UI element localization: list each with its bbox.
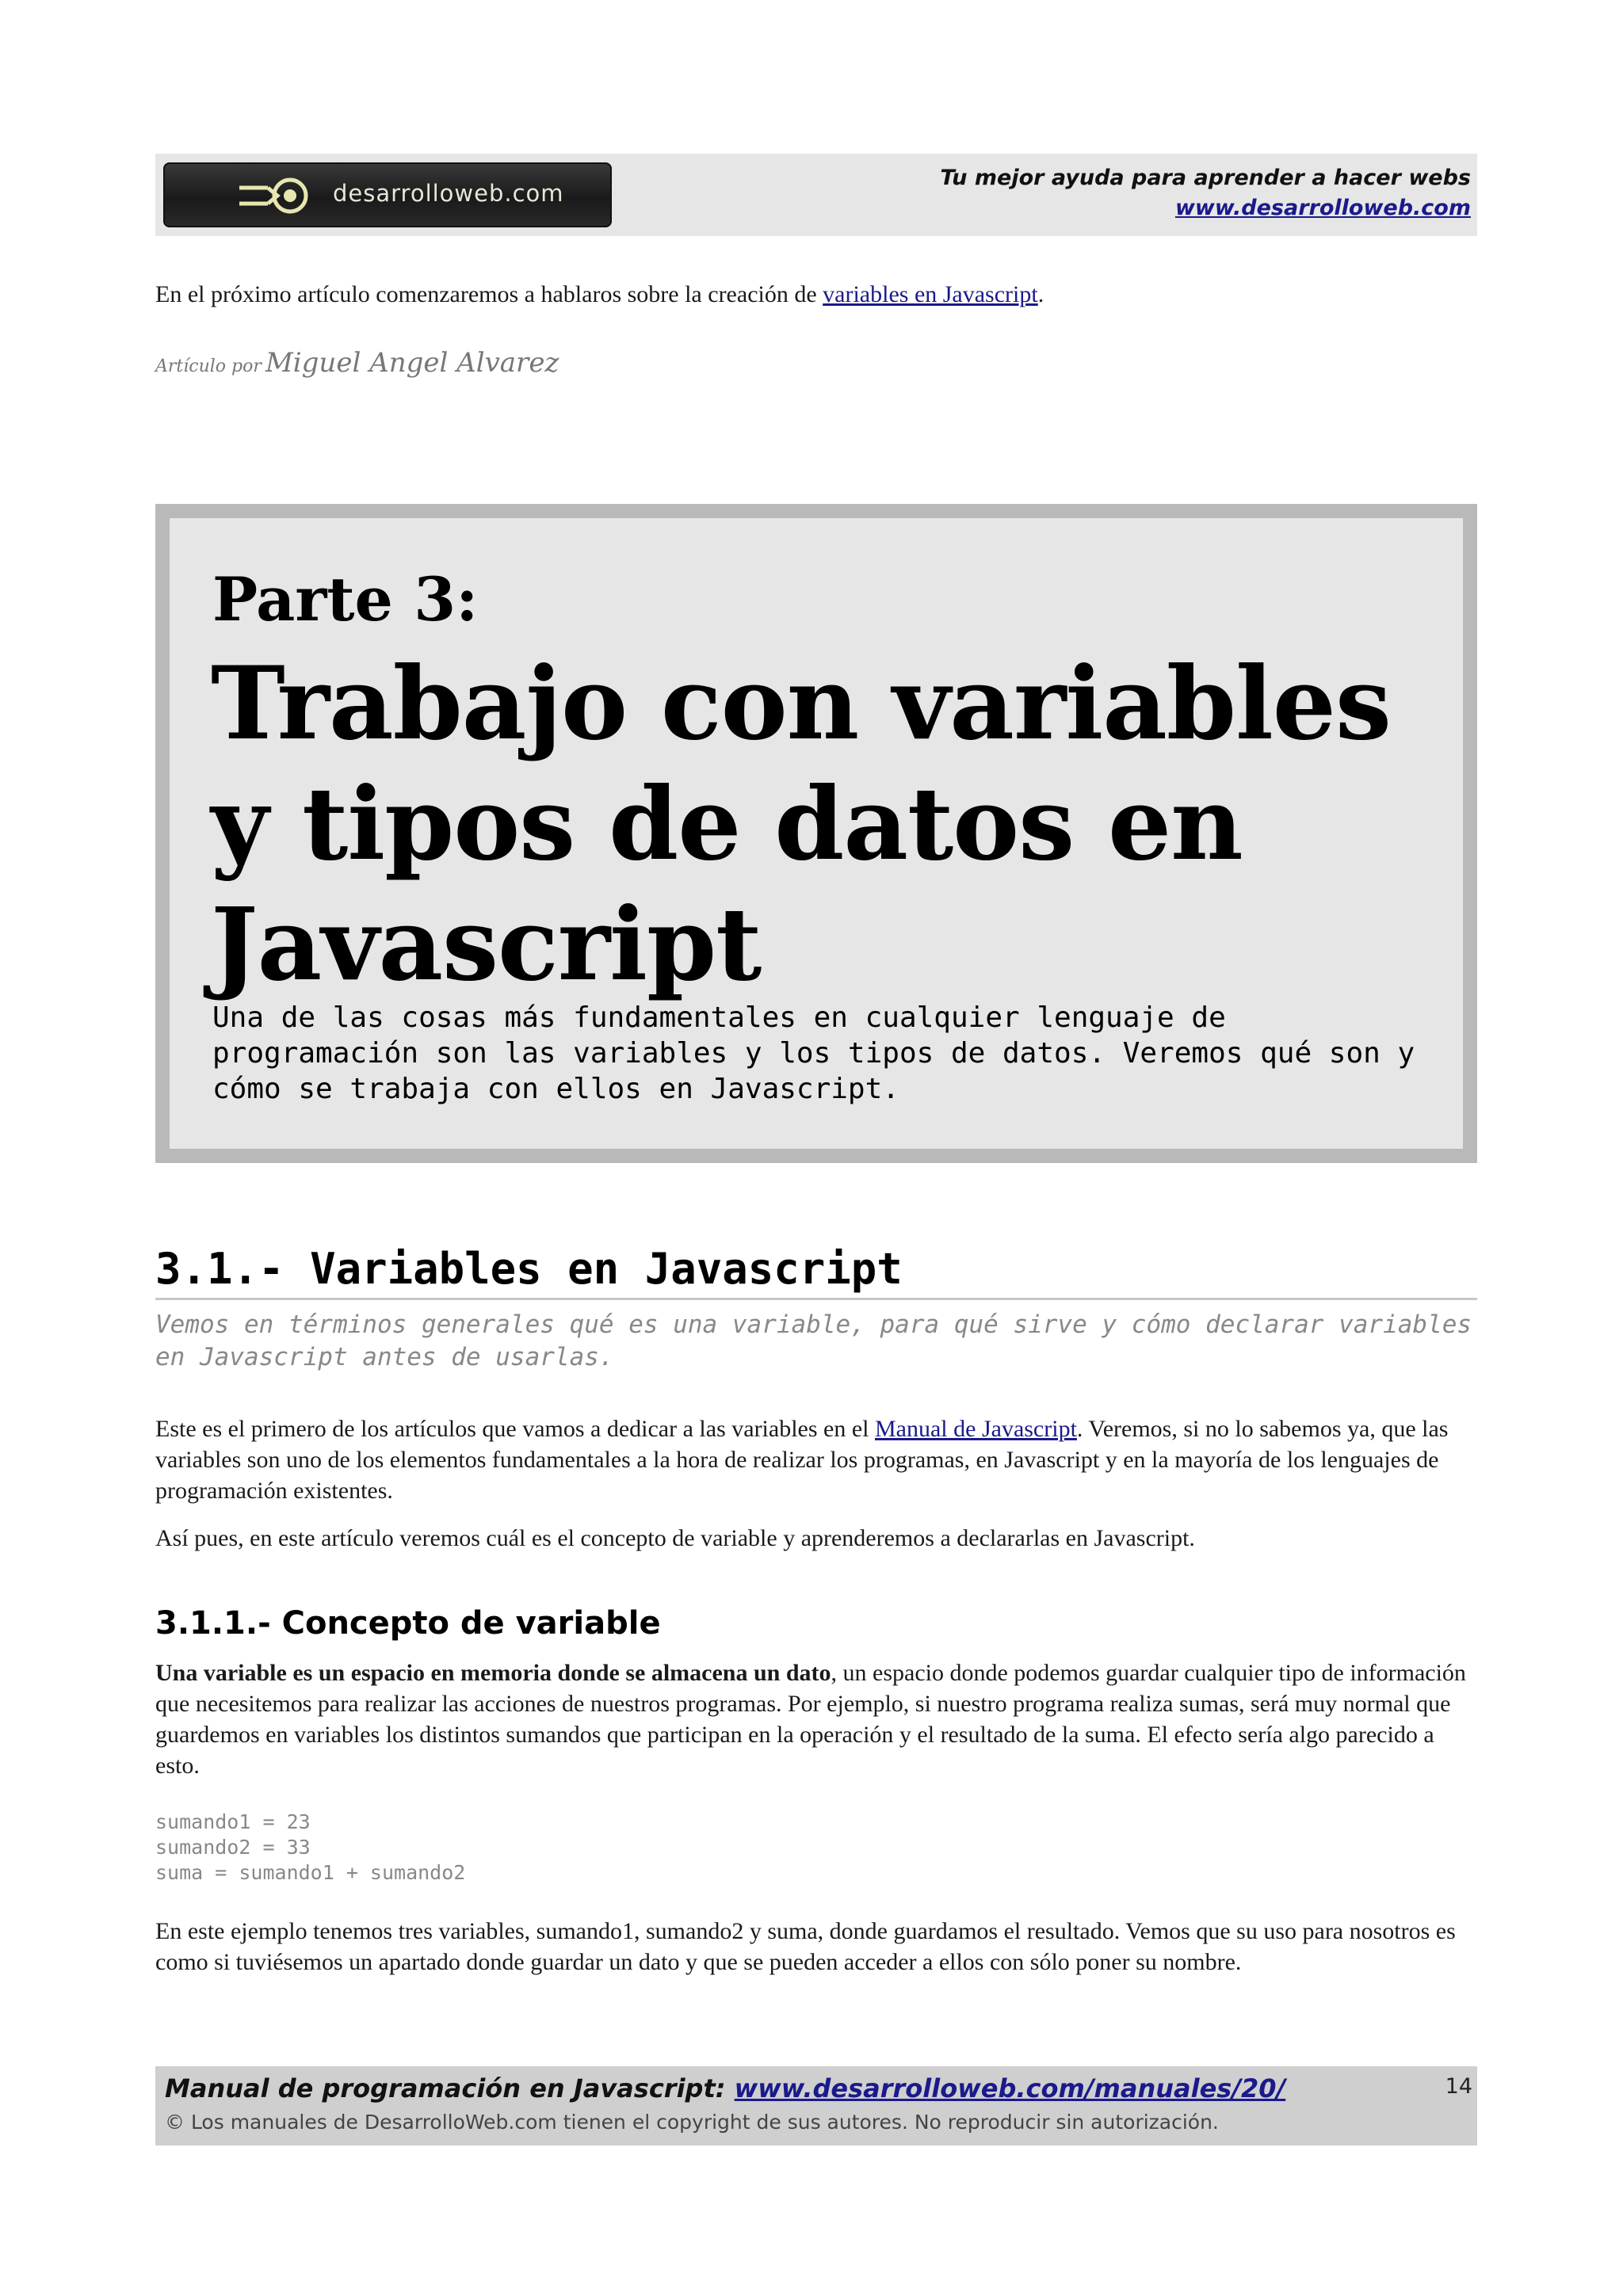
logo-text: desarrolloweb.com: [333, 180, 564, 207]
code-block: [155, 1810, 465, 1886]
author-prefix: Artículo por: [155, 357, 262, 376]
intro-paragraph: [155, 279, 1477, 310]
header-tagline: [940, 163, 1471, 223]
code-line: suma = sumando1 + sumando2: [155, 1861, 466, 1884]
subsection-heading: 3.1.1.- Concepto de variable: [155, 1605, 661, 1642]
footer-title-text: Manual de programación en Javascript:: [165, 2073, 735, 2103]
definition-bold: Una variable es un espacio en memoria donde se almacena un dato: [155, 1660, 831, 1686]
site-logo[interactable]: [163, 162, 612, 227]
p1-text-end: . Veremos, si no lo sabemos ya, que las variables son uno de los elementos fundamentales a la hora de realizar los programas, en Javascript y en la mayoría de los lenguajes de programación existentes.: [155, 1416, 1449, 1504]
part-label: Parte 3:: [212, 564, 479, 635]
variables-link[interactable]: variables en Javascript: [823, 281, 1038, 307]
code-line: sumando1 = 23: [155, 1810, 311, 1833]
part-title: Trabajo con variables y tipos de datos en Javascript: [211, 645, 1391, 1003]
manual-link[interactable]: Manual de Javascript: [875, 1416, 1077, 1442]
section-heading: 3.1.- Variables en Javascript: [155, 1244, 903, 1294]
tagline-text: Tu mejor ayuda para aprender a hacer webs: [940, 166, 1471, 190]
author-name: Miguel Angel Alvarez: [265, 347, 559, 379]
code-line: sumando2 = 33: [155, 1836, 311, 1859]
definition-rest: , un espacio donde podemos guardar cualquier tipo de información que necesitemos para realizar las acciones de nuestros programas. Por ejemplo, si nuestro programa realiza sumas, será muy normal que guardemos en variables los distintos sumandos que participan en la operación y el resultado de la suma. El efecto sería algo parecido a esto.: [155, 1660, 1466, 1779]
p1-text: Este es el primero de los artículos que vamos a dedicar a las variables en el: [155, 1416, 875, 1442]
footer-manual-link[interactable]: www.desarrolloweb.com/manuales/20/: [734, 2073, 1286, 2103]
intro-text-end: .: [1037, 281, 1044, 307]
author-signature: [155, 347, 559, 379]
section-subtitle: Vemos en términos generales qué es una variable, para qué sirve y cómo declarar variables en Javascript antes de usarlas.: [155, 1310, 1472, 1371]
footer-title: [165, 2071, 1285, 2106]
part-description: Una de las cosas más fundamentales en cualquier lenguaje de programación son las variables y los tipos de datos. Veremos qué son y cómo se trabaja con ellos en Javascript.: [212, 1001, 1415, 1105]
section-paragraph-1: [155, 1413, 1477, 1506]
logo-mark-icon: [236, 175, 331, 216]
subsection-paragraph-1: [155, 1657, 1477, 1781]
footer-copyright: © Los manuales de DesarrolloWeb.com tienen el copyright de sus autores. No reproducir sin autorización.: [165, 2111, 1219, 2134]
site-link[interactable]: www.desarrolloweb.com: [1174, 196, 1471, 220]
section-divider: [155, 1298, 1477, 1300]
intro-text: En el próximo artículo comenzaremos a hablaros sobre la creación de: [155, 281, 823, 307]
section-paragraph-2: Así pues, en este artículo veremos cuál es el concepto de variable y aprenderemos a declararlas en Javascript.: [155, 1525, 1195, 1551]
page-number: 14: [1445, 2074, 1472, 2099]
subsection-paragraph-2: En este ejemplo tenemos tres variables, sumando1, sumando2 y suma, donde guardamos el resultado. Vemos que su uso para nosotros es como si tuviésemos un apartado donde guardar un dato y que se pueden acceder a ellos con sólo poner su nombre.: [155, 1918, 1456, 1975]
